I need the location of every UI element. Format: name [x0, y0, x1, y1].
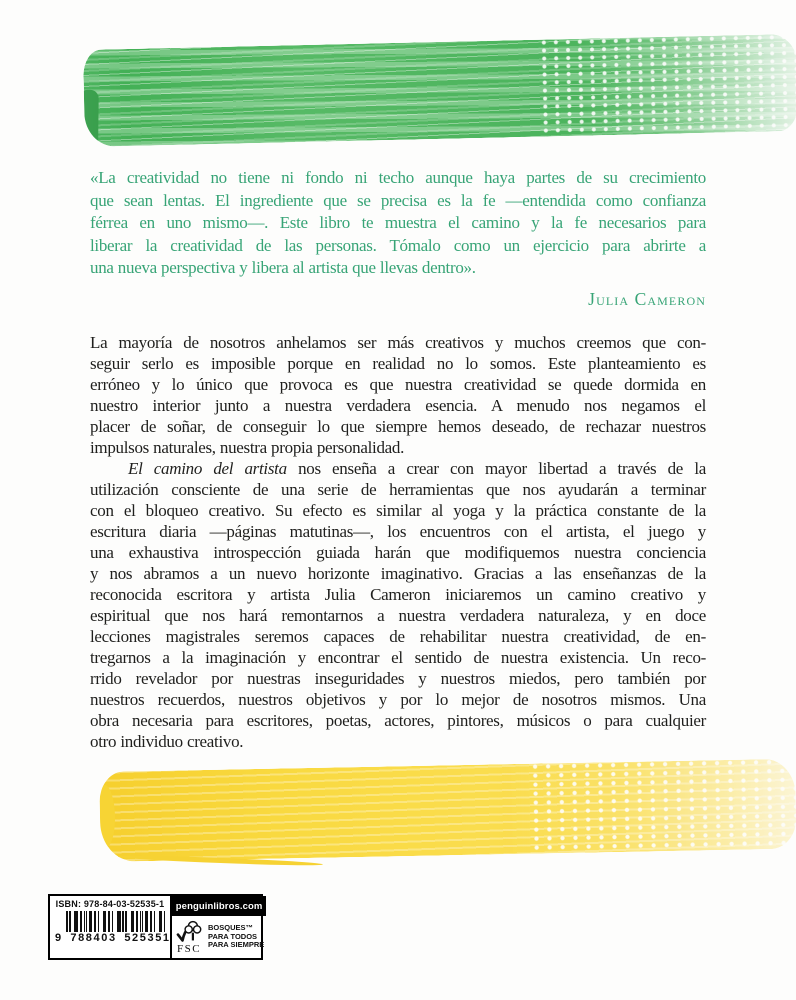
- body-line: tregarnos a la imaginación y encontrar el sentido de nuestra existencia. Un reco-: [90, 648, 706, 667]
- body-line: nuestro interior junto a nuestra verdadera esencia. A menudo nos negamos el: [90, 396, 706, 415]
- isbn-section: [50, 896, 170, 958]
- fsc-slogan: [208, 924, 264, 951]
- fsc-slogan-line: PARA SIEMPRE: [208, 940, 265, 950]
- lead-line-rest: nos enseña a crear con mayor libertad a través de la: [286, 459, 706, 478]
- quote-line: liberar la creatividad de las personas. Tómalo como un ejercicio para abrirte a: [90, 235, 706, 255]
- isbn-label: ISBN: 978-84-03-52535-1: [55, 899, 165, 909]
- publisher-section: [170, 896, 266, 958]
- body-line: utilización consciente de una serie de herramientas que nos ayudarán a terminar: [90, 480, 706, 499]
- body-line: reconocida escritora y artista Julia Cameron iniciaremos un camino creativo y: [90, 585, 706, 604]
- body-line: otro individuo creativo.: [90, 732, 244, 751]
- body-line: impulsos naturales, nuestra propia personalidad.: [90, 438, 405, 457]
- body-line: con el bloqueo creativo. Su efecto es similar al yoga y la práctica constante de la: [90, 501, 706, 520]
- paragraph-1: [90, 332, 706, 458]
- fsc-slogan-line: PARA TODOS: [208, 931, 258, 941]
- body-line: seguir serlo es imposible porque en realidad no lo somos. Este planteamiento es: [90, 354, 706, 373]
- body-line: rrido revelador por nuestras inseguridades y nuestros miedos, pero también por: [90, 669, 706, 688]
- body-line: obra necesaria para escritores, poetas, actores, pintores, músicos o para cualquier: [90, 711, 706, 730]
- book-title-italic: El camino del artista: [128, 459, 287, 478]
- paragraph-2-lead-line: [90, 458, 706, 479]
- quote-block: [90, 167, 706, 280]
- paragraph-2: [90, 458, 706, 752]
- body-line: una exhaustiva introspección guiada harán que modifiquemos nuestra conciencia: [90, 543, 706, 562]
- quote-line: que sean lentas. El ingrediente que se precisa es la fe —entendida como confianza: [90, 190, 706, 210]
- yellow-brush-stroke: [99, 759, 796, 862]
- barcode-number: 9 788403 525351: [55, 932, 171, 944]
- fsc-slogan-line: BOSQUES™: [208, 922, 254, 932]
- body-line: lecciones magistrales seremos capaces de rehabilitar nuestra creatividad, de en-: [90, 627, 706, 646]
- body-line: espiritual que nos hará remontarnos a nuestra verdadera naturaleza, y en doce: [90, 606, 706, 625]
- body-line: placer de soñar, de conseguir lo que siempre hemos deseado, de rechazar nuestros: [90, 417, 706, 436]
- quote-line: «La creatividad no tiene ni fondo ni techo aunque haya partes de su crecimiento: [90, 168, 706, 187]
- body-line: erróneo y lo único que provoca es que nuestra creatividad se quede dormida en: [90, 375, 706, 394]
- fsc-acronym: FSC: [176, 943, 202, 955]
- quote-line: férrea en uno mismo—. Este libro te muestra el camino y la fe necesarios para: [90, 213, 706, 233]
- fsc-label-area: [172, 916, 266, 958]
- green-brush-stroke: [83, 34, 796, 147]
- fsc-logo-icon: [174, 919, 204, 955]
- body-line: y nos abramos a un nuevo horizonte imaginativo. Gracias a las enseñanzas de la: [90, 564, 706, 583]
- barcode-panel: [48, 894, 263, 960]
- body-line: escritura diaria —páginas matutinas—, los encuentros con el artista, el juego y: [90, 522, 706, 541]
- quote-attribution: Julia Cameron: [588, 289, 706, 309]
- body-line: nuestros recuerdos, nuestros objetivos y por lo mejor de nosotros mismos. Una: [90, 690, 706, 709]
- body-line: La mayoría de nosotros anhelamos ser más creativos y muchos creemos que con-: [90, 333, 706, 352]
- quote-line: una nueva perspectiva y libera al artista que llevas dentro».: [90, 258, 476, 278]
- publisher-url: penguinlibros.com: [172, 896, 266, 916]
